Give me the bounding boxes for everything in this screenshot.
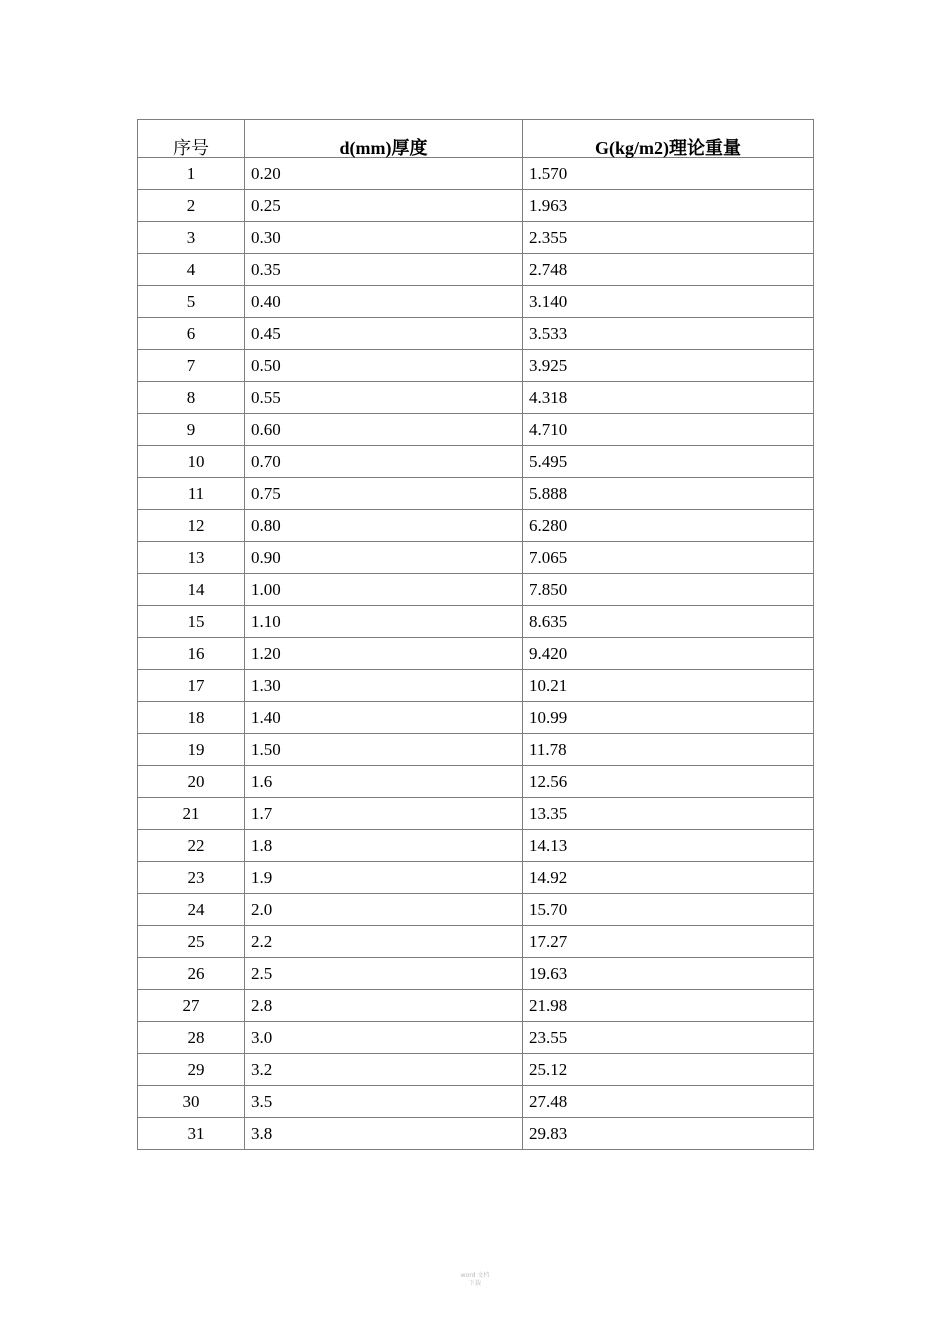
table-row — [138, 670, 814, 702]
cell-thickness: 3.2 — [245, 1054, 523, 1086]
cell-weight: 5.495 — [523, 446, 814, 478]
table-row — [138, 542, 814, 574]
cell-index: 11 — [138, 478, 245, 510]
table-row — [138, 894, 814, 926]
cell-index: 13 — [138, 542, 245, 574]
cell-thickness: 0.35 — [245, 254, 523, 286]
cell-weight: 2.355 — [523, 222, 814, 254]
table-body — [138, 158, 814, 1150]
cell-thickness: 1.40 — [245, 702, 523, 734]
table-row — [138, 990, 814, 1022]
table-row — [138, 1022, 814, 1054]
cell-thickness: 0.30 — [245, 222, 523, 254]
table-row — [138, 958, 814, 990]
cell-index: 1 — [138, 158, 245, 190]
cell-weight: 21.98 — [523, 990, 814, 1022]
cell-weight: 11.78 — [523, 734, 814, 766]
cell-weight: 10.99 — [523, 702, 814, 734]
cell-index: 19 — [138, 734, 245, 766]
cell-index: 12 — [138, 510, 245, 542]
cell-thickness: 0.90 — [245, 542, 523, 574]
cell-weight: 1.570 — [523, 158, 814, 190]
table-row — [138, 222, 814, 254]
cell-thickness: 0.50 — [245, 350, 523, 382]
cell-thickness: 0.25 — [245, 190, 523, 222]
cell-weight: 15.70 — [523, 894, 814, 926]
cell-weight: 1.963 — [523, 190, 814, 222]
cell-weight: 7.065 — [523, 542, 814, 574]
cell-weight: 8.635 — [523, 606, 814, 638]
table-row — [138, 190, 814, 222]
cell-thickness: 0.80 — [245, 510, 523, 542]
cell-index: 23 — [138, 862, 245, 894]
cell-weight: 13.35 — [523, 798, 814, 830]
table-row — [138, 766, 814, 798]
table-row — [138, 158, 814, 190]
footer-watermark — [0, 1272, 950, 1288]
cell-index: 27 — [138, 990, 245, 1022]
table-header-row — [138, 120, 814, 158]
cell-thickness: 2.2 — [245, 926, 523, 958]
table-row — [138, 478, 814, 510]
header-thickness: d(mm)厚度 — [245, 120, 523, 158]
table-row — [138, 1054, 814, 1086]
cell-index: 16 — [138, 638, 245, 670]
cell-thickness: 3.0 — [245, 1022, 523, 1054]
cell-thickness: 1.7 — [245, 798, 523, 830]
cell-index: 30 — [138, 1086, 245, 1118]
cell-thickness: 0.20 — [245, 158, 523, 190]
table-row — [138, 350, 814, 382]
cell-weight: 25.12 — [523, 1054, 814, 1086]
cell-thickness: 0.55 — [245, 382, 523, 414]
cell-index: 10 — [138, 446, 245, 478]
cell-index: 21 — [138, 798, 245, 830]
cell-weight: 3.533 — [523, 318, 814, 350]
cell-weight: 4.318 — [523, 382, 814, 414]
cell-weight: 7.850 — [523, 574, 814, 606]
cell-index: 2 — [138, 190, 245, 222]
table-row — [138, 414, 814, 446]
cell-index: 6 — [138, 318, 245, 350]
cell-index: 26 — [138, 958, 245, 990]
cell-index: 25 — [138, 926, 245, 958]
table-row — [138, 606, 814, 638]
table-row — [138, 382, 814, 414]
cell-thickness: 1.20 — [245, 638, 523, 670]
cell-thickness: 1.00 — [245, 574, 523, 606]
cell-weight: 29.83 — [523, 1118, 814, 1150]
cell-thickness: 0.40 — [245, 286, 523, 318]
footer-line-2: 下载 — [468, 1280, 481, 1287]
cell-index: 28 — [138, 1022, 245, 1054]
table-row — [138, 510, 814, 542]
cell-thickness: 0.70 — [245, 446, 523, 478]
cell-weight: 4.710 — [523, 414, 814, 446]
cell-thickness: 2.8 — [245, 990, 523, 1022]
cell-thickness: 3.8 — [245, 1118, 523, 1150]
cell-index: 20 — [138, 766, 245, 798]
cell-thickness: 1.9 — [245, 862, 523, 894]
table-row — [138, 702, 814, 734]
table-row — [138, 574, 814, 606]
cell-index: 15 — [138, 606, 245, 638]
cell-thickness: 2.0 — [245, 894, 523, 926]
cell-weight: 5.888 — [523, 478, 814, 510]
cell-index: 29 — [138, 1054, 245, 1086]
footer-line-1: word 文档 — [460, 1272, 490, 1279]
cell-index: 8 — [138, 382, 245, 414]
cell-weight: 3.140 — [523, 286, 814, 318]
table-row — [138, 798, 814, 830]
header-index: 序号 — [138, 120, 245, 158]
cell-index: 4 — [138, 254, 245, 286]
cell-thickness: 0.60 — [245, 414, 523, 446]
cell-thickness: 1.10 — [245, 606, 523, 638]
table-row — [138, 862, 814, 894]
table-row — [138, 830, 814, 862]
table-row — [138, 254, 814, 286]
cell-thickness: 0.75 — [245, 478, 523, 510]
cell-index: 31 — [138, 1118, 245, 1150]
table-row — [138, 638, 814, 670]
cell-thickness: 0.45 — [245, 318, 523, 350]
thickness-weight-table — [137, 119, 814, 1150]
table-row — [138, 1086, 814, 1118]
table-row — [138, 926, 814, 958]
cell-weight: 3.925 — [523, 350, 814, 382]
cell-index: 22 — [138, 830, 245, 862]
cell-index: 18 — [138, 702, 245, 734]
cell-index: 5 — [138, 286, 245, 318]
cell-index: 7 — [138, 350, 245, 382]
cell-index: 24 — [138, 894, 245, 926]
cell-weight: 9.420 — [523, 638, 814, 670]
cell-thickness: 3.5 — [245, 1086, 523, 1118]
table-row — [138, 1118, 814, 1150]
cell-index: 9 — [138, 414, 245, 446]
cell-thickness: 1.8 — [245, 830, 523, 862]
cell-weight: 23.55 — [523, 1022, 814, 1054]
cell-weight: 6.280 — [523, 510, 814, 542]
header-weight: G(kg/m2)理论重量 — [523, 120, 814, 158]
cell-weight: 17.27 — [523, 926, 814, 958]
cell-weight: 19.63 — [523, 958, 814, 990]
cell-weight: 14.92 — [523, 862, 814, 894]
cell-index: 17 — [138, 670, 245, 702]
cell-weight: 27.48 — [523, 1086, 814, 1118]
cell-weight: 12.56 — [523, 766, 814, 798]
cell-thickness: 1.6 — [245, 766, 523, 798]
table-row — [138, 318, 814, 350]
table-row — [138, 734, 814, 766]
table-row — [138, 446, 814, 478]
cell-index: 14 — [138, 574, 245, 606]
cell-weight: 10.21 — [523, 670, 814, 702]
table-row — [138, 286, 814, 318]
cell-thickness: 1.50 — [245, 734, 523, 766]
cell-weight: 2.748 — [523, 254, 814, 286]
cell-thickness: 1.30 — [245, 670, 523, 702]
cell-weight: 14.13 — [523, 830, 814, 862]
cell-index: 3 — [138, 222, 245, 254]
cell-thickness: 2.5 — [245, 958, 523, 990]
